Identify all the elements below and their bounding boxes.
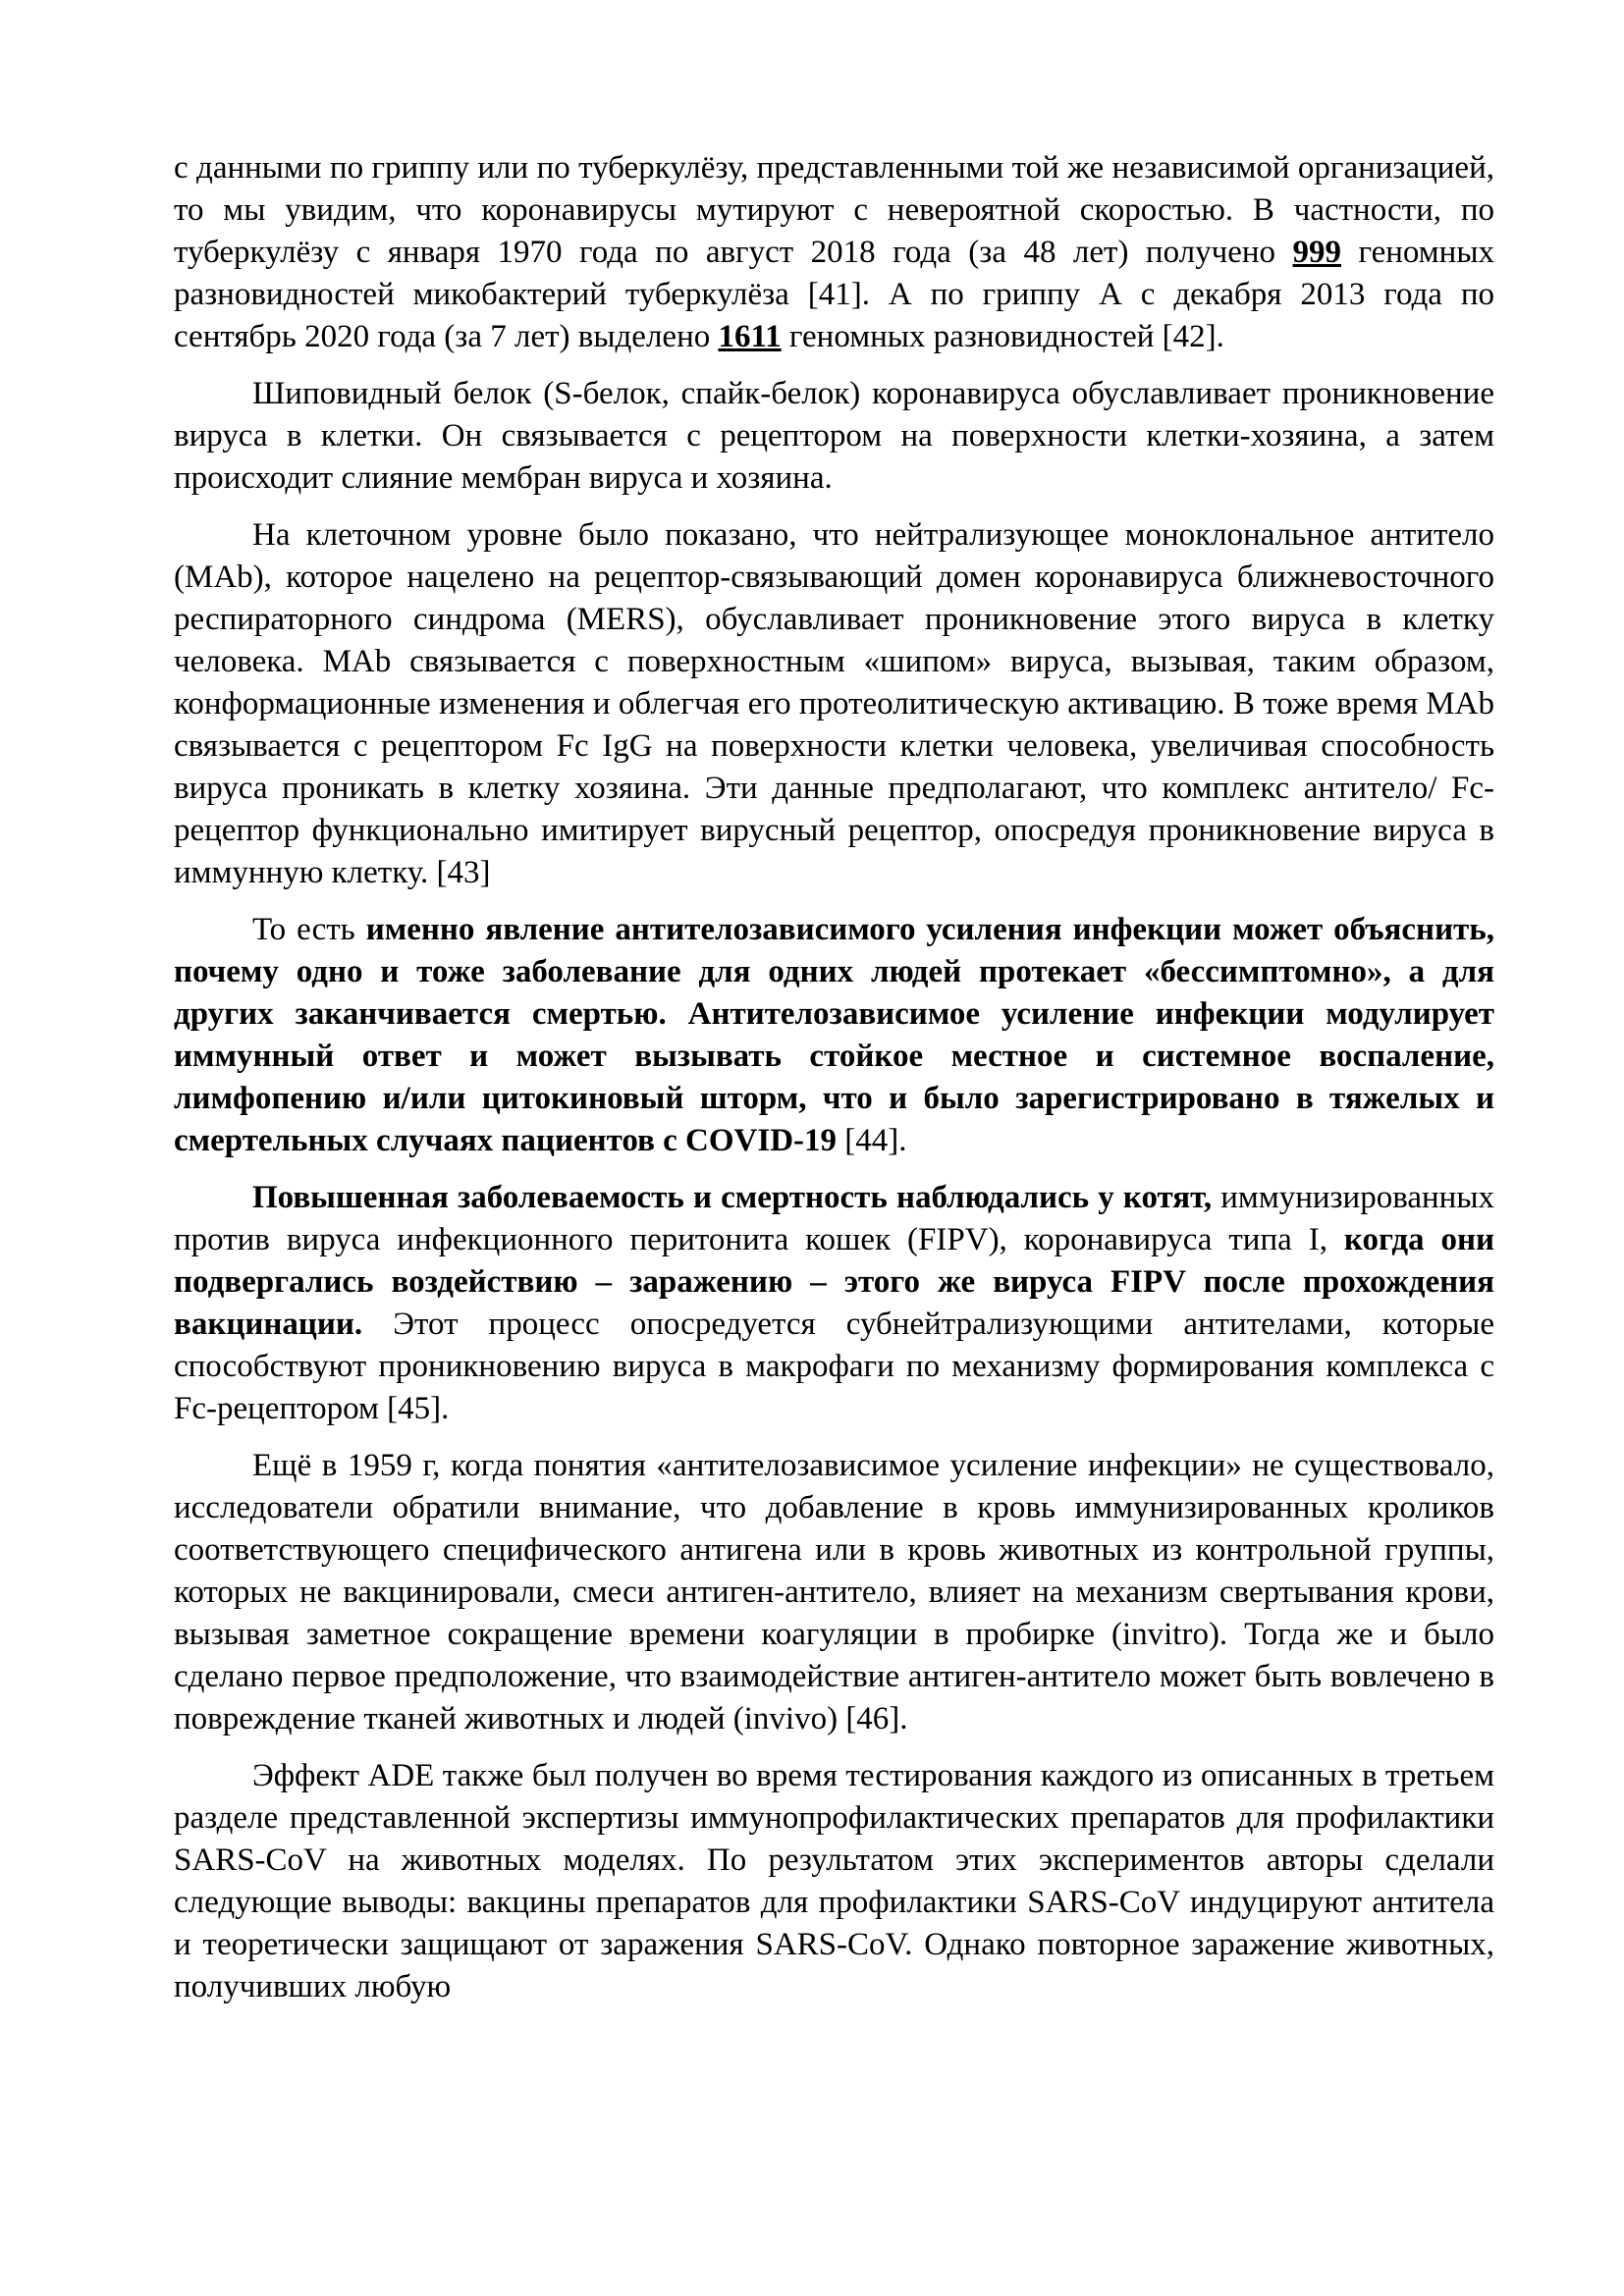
text-run: Ещё в 1959 г, когда понятия «антителозависимое усиление инфекции» не существовало, исследователи обратили внимание, что добавление в кровь иммунизированных кроликов соответствующего специфического антигена или в кровь животных из контрольной группы, которых не вакцинировали, смеси антиген-антитело, влияет на механизм свертывания крови, вызывая заметное сокращение времени коагуляции в пробирке (invitro). Тогда же и было сделано первое предположение, что взаимодействие антиген-антитело может быть вовлечено в повреждение тканей животных и людей (invivo) [46]. bbox=[174, 1448, 1494, 1736]
text-run: с данными по гриппу или по туберкулёзу, представленными той же независимой организацией, то мы увидим, что коронавирусы мутируют с невероятной скоростью. В частности, по туберкулёзу с января 1970 года по август 2018 года (за 48 лет) получено bbox=[174, 150, 1494, 270]
paragraph bbox=[174, 147, 1494, 358]
text-block bbox=[174, 147, 1494, 2008]
text-run: именно явление антителозависимого усиления инфекции может объяснить, почему одно и тоже заболевание для одних людей протекает «бессимптомно», а для других заканчивается смертью. Антителозависимое усиление инфекции модулирует иммунный ответ и может вызывать стойкое местное и системное воспаление, лимфопению и/или цитокиновый шторм, что и было зарегистрировано в тяжелых и смертельных случаях пациентов с COVID-19 bbox=[174, 912, 1494, 1158]
text-run: геномных разновидностей [42]. bbox=[781, 319, 1224, 354]
text-run: Эффект ADE также был получен во время тестирования каждого из описанных в третьем разделе представленной экспертизы иммунопрофилактических препаратов для профилактики SARS-CoV на животных моделях. По результатом этих экспериментов авторы сделали следующие выводы: вакцины препаратов для профилактики SARS-CoV индуцируют антитела и теоретически защищают от заражения SARS-CoV. Однако повторное заражение животных, получивших любую bbox=[174, 1758, 1494, 2004]
text-run: Повышенная заболеваемость и смертность наблюдались у котят, bbox=[252, 1180, 1213, 1215]
text-run: 999 bbox=[1292, 235, 1342, 270]
text-run: 1611 bbox=[718, 319, 782, 354]
paragraph bbox=[174, 1177, 1494, 1430]
paragraph bbox=[174, 514, 1494, 894]
text-run: геномных разновидностей микобактерий туберкулёза [41]. А по гриппу А с декабря 2013 года по сентябрь 2020 года (за 7 лет) выделено bbox=[174, 235, 1494, 354]
text-run: когда они подвергались воздействию – заражению – этого же вируса FIPV после прохождения вакцинации. bbox=[174, 1222, 1494, 1342]
text-run: [44]. bbox=[837, 1123, 907, 1158]
text-run: То есть bbox=[252, 912, 366, 947]
text-run: Шиповидный белок (S-белок, спайк-белок) коронавируса обуславливает проникновение вируса в клетки. Он связывается с рецептором на поверхности клетки-хозяина, а затем происходит слияние мембран вируса и хозяина. bbox=[174, 376, 1494, 496]
text-run: На клеточном уровне было показано, что нейтрализующее моноклональное антитело (MAb), которое нацелено на рецептор-связывающий домен коронавируса ближневосточного респираторного синдрома (MERS), обуславливает проникновение этого вируса в клетку человека. MAb связывается с поверхностным «шипом» вируса, вызывая, таким образом, конформационные изменения и облегчая его протеолитическую активацию. В тоже время MAb связывается с рецептором Fc IgG на поверхности клетки человека, увеличивая способность вируса проникать в клетку хозяина. Эти данные предполагают, что комплекс антитело/ Fc-рецептор функционально имитирует вирусный рецептор, опосредуя проникновение вируса в иммунную клетку. [43] bbox=[174, 517, 1494, 890]
text-run: Этот процесс опосредуется субнейтрализующими антителами, которые способствуют проникновению вируса в макрофаги по механизму формирования комплекса с Fc-рецептором [45]. bbox=[174, 1307, 1494, 1426]
paragraph bbox=[174, 1445, 1494, 1740]
paragraph bbox=[174, 373, 1494, 500]
text-run: иммунизированных против вируса инфекционного перитонита кошек (FIPV), коронавируса типа I, bbox=[174, 1180, 1495, 1257]
paragraph bbox=[174, 1755, 1494, 2008]
paragraph bbox=[174, 909, 1494, 1162]
